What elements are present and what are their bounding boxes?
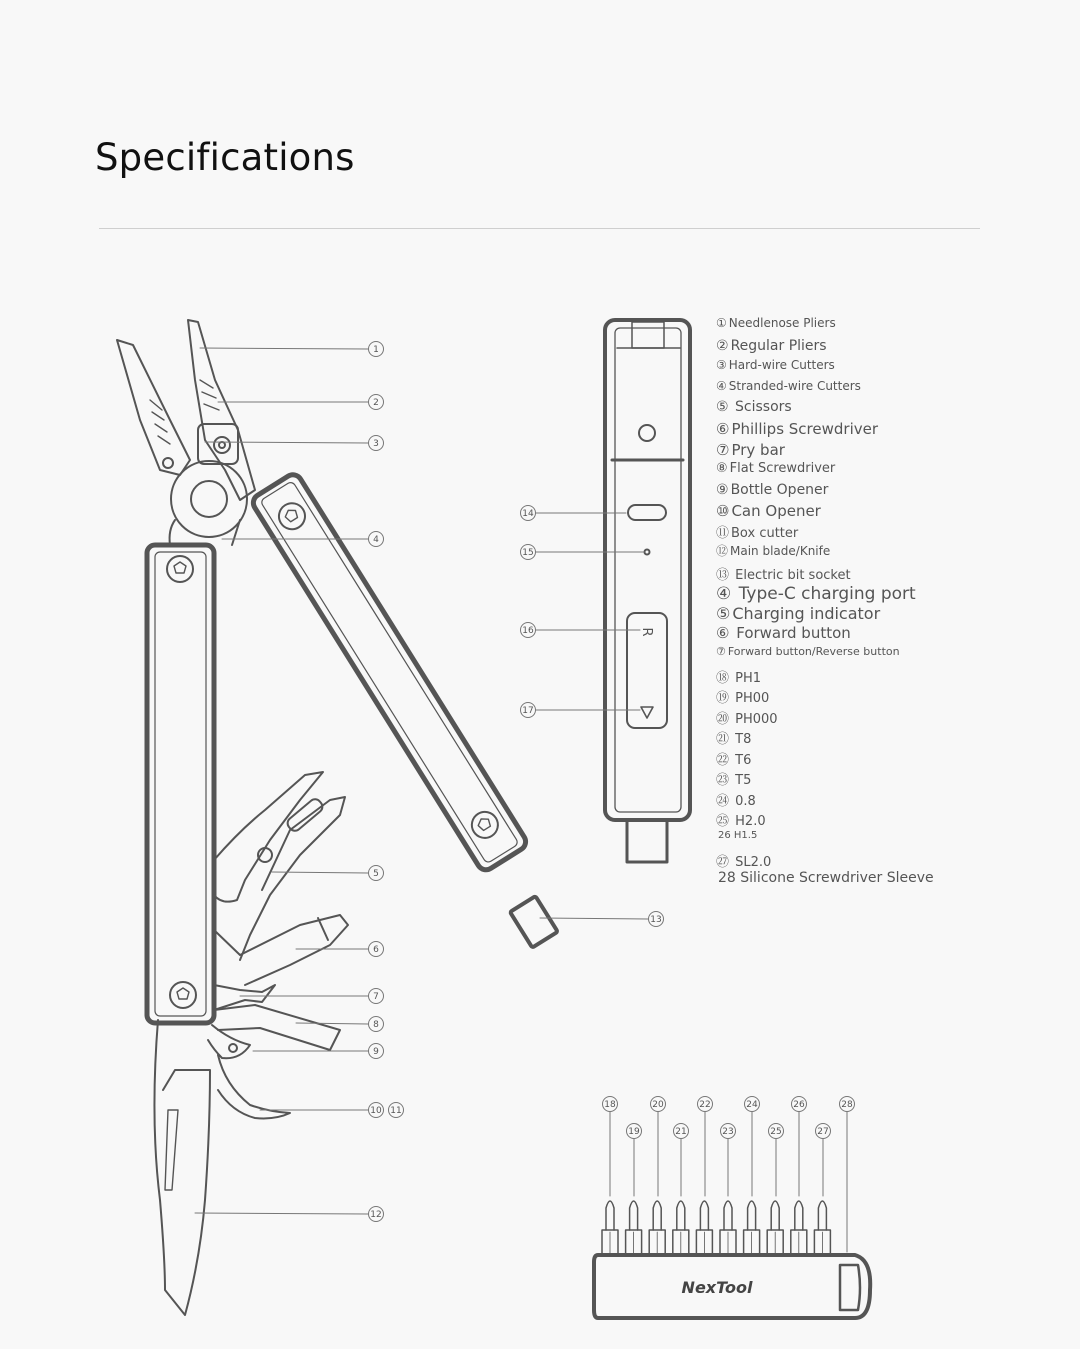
callout-number: 28: [841, 1100, 853, 1111]
legend-item-label: Main blade/Knife: [730, 544, 831, 558]
callout-number: 27: [817, 1127, 829, 1138]
callout-number: 2: [373, 398, 379, 409]
legend-item-number: ①: [716, 316, 727, 330]
legend-item: [716, 830, 757, 841]
legend-item-number: ⑧: [716, 461, 728, 476]
callout-number: 13: [650, 915, 662, 926]
legend-item-number: ㉒: [716, 753, 730, 768]
legend-item-number: ㉕: [716, 814, 730, 829]
legend-item-number: ⑱: [716, 671, 730, 686]
callout-number: 1: [373, 345, 379, 356]
callout-bit: [840, 1097, 855, 1112]
legend-item: [716, 522, 798, 541]
callout-number: 18: [604, 1100, 616, 1111]
legend-item: [716, 667, 761, 686]
callout-number: 26: [793, 1100, 805, 1111]
callout-bit: [745, 1097, 760, 1112]
legend-item-label: Electric bit socket: [731, 568, 851, 583]
callout-number: 16: [522, 626, 534, 637]
legend-item-label: PH00: [731, 691, 770, 706]
legend-item: [716, 870, 934, 886]
callout-multitool: [369, 1103, 384, 1118]
callout-driver: [521, 703, 536, 718]
legend-item-label: Needlenose Pliers: [728, 316, 836, 330]
legend-item-label: Forward button/Reverse button: [727, 645, 900, 658]
electric-screwdriver-drawing: [605, 320, 690, 862]
callout-multitool: [369, 1044, 384, 1059]
callout-bit: [792, 1097, 807, 1112]
callout-bit: [816, 1124, 831, 1139]
legend-item-label: Phillips Screwdriver: [731, 420, 879, 438]
bit-case-drawing: [594, 1201, 870, 1318]
callout-driver: [521, 623, 536, 638]
callout-multitool: [389, 1103, 404, 1118]
callout-number: 20: [652, 1100, 664, 1111]
screwdriver-bit: [673, 1201, 689, 1255]
callout-number: 19: [628, 1127, 640, 1138]
callout-number: 9: [373, 1047, 379, 1058]
legend-item-number: ⑪: [716, 526, 730, 541]
callout-multitool: [369, 1017, 384, 1032]
legend-item: [716, 749, 751, 768]
legend-item-number: ㉑: [716, 732, 730, 747]
case-brand-logo: NexTool: [681, 1278, 753, 1297]
legend-item-number: ④: [716, 584, 732, 604]
legend-item-label: Forward button: [731, 624, 851, 642]
legend-item-number: ②: [716, 338, 729, 354]
callout-number: 6: [373, 945, 379, 956]
callout-bit: [674, 1124, 689, 1139]
legend-item: [716, 316, 836, 330]
callout-number: 25: [770, 1127, 782, 1138]
legend-item-number: ⑬: [716, 568, 730, 583]
legend-item: [716, 461, 835, 476]
legend-item-number: ㉓: [716, 773, 730, 788]
legend-item: [716, 379, 861, 393]
callout-number: 17: [522, 706, 534, 717]
callout-number: 10: [370, 1106, 382, 1117]
screwdriver-bit: [791, 1201, 807, 1255]
callout-multitool: [369, 342, 384, 357]
legend-item: [716, 624, 851, 642]
legend-item-number: ⑥: [716, 420, 730, 438]
reverse-button-letter: R: [639, 627, 654, 637]
legend-item-label: SL2.0: [731, 855, 772, 870]
callout-number: 7: [373, 992, 379, 1003]
legend-item-number: ④: [716, 379, 727, 393]
legend-item-label: Bottle Opener: [730, 482, 829, 498]
legend-item-label: PH000: [731, 712, 778, 727]
legend-item-label: Can Opener: [731, 502, 821, 520]
screwdriver-bit: [767, 1201, 783, 1255]
callout-bit: [603, 1097, 618, 1112]
legend-item: [716, 687, 769, 706]
legend-item-label: Pry bar: [731, 441, 785, 459]
legend-item: [716, 708, 778, 727]
legend-item-label: PH1: [731, 671, 762, 686]
legend-item-label: T5: [731, 773, 752, 788]
legend-item-number: ⑤: [716, 399, 729, 415]
legend-item-label: 28 Silicone Screwdriver Sleeve: [718, 870, 934, 886]
legend-item: [716, 810, 766, 829]
legend-item-label: Hard-wire Cutters: [728, 358, 835, 372]
multitool-drawing: [117, 320, 558, 1315]
legend-item: [716, 645, 900, 658]
callout-number: 23: [722, 1127, 734, 1138]
legend-item-number: ㉔: [716, 794, 730, 809]
legend-item: [716, 420, 878, 438]
callout-multitool: [369, 942, 384, 957]
legend-item: [716, 584, 916, 604]
legend-item: [716, 338, 827, 354]
legend-item-label: T6: [731, 753, 752, 768]
legend-item-number: ⑩: [716, 502, 730, 520]
legend-item: [716, 604, 880, 623]
callout-number: 3: [373, 439, 379, 450]
screwdriver-bit: [602, 1201, 618, 1255]
legend-item: [716, 564, 851, 583]
screwdriver-bit: [696, 1201, 712, 1255]
legend-item: [716, 542, 830, 559]
legend-item: [716, 851, 771, 870]
screwdriver-bit: [649, 1201, 665, 1255]
legend-item: [716, 769, 751, 788]
screwdriver-bit: [814, 1201, 830, 1255]
legend-item-number: ⑦: [716, 645, 726, 658]
legend-item-number: ㉗: [716, 855, 730, 870]
callout-bit: [651, 1097, 666, 1112]
legend-item-label: Flat Screwdriver: [729, 461, 836, 476]
legend-item-number: ⑦: [716, 441, 730, 459]
callout-multitool: [369, 395, 384, 410]
legend-item-label: Stranded-wire Cutters: [728, 379, 861, 393]
callout-number: 14: [522, 509, 534, 520]
legend-item: [716, 399, 792, 415]
callout-number: 24: [746, 1100, 758, 1111]
legend-item-number: ⑥: [716, 624, 730, 642]
bit-row: [602, 1201, 830, 1255]
callout-multitool: [369, 866, 384, 881]
callout-bit: [698, 1097, 713, 1112]
callout-multitool: [649, 912, 664, 927]
callout-multitool: [369, 532, 384, 547]
legend-item: [716, 358, 835, 372]
callout-number: 12: [370, 1210, 382, 1221]
legend-item-label: Charging indicator: [732, 604, 881, 623]
callout-number: 11: [390, 1106, 402, 1117]
page-title: Specifications: [95, 136, 355, 179]
legend-item: [716, 482, 828, 498]
legend-item-number: ③: [716, 358, 727, 372]
legend-item-label: T8: [731, 732, 752, 747]
callout-number: 22: [699, 1100, 711, 1111]
callout-number: 21: [675, 1127, 687, 1138]
legend-item-number: ⑳: [716, 712, 730, 727]
legend-item: [716, 502, 821, 520]
legend-item-label: H2.0: [731, 814, 766, 829]
callout-multitool: [369, 989, 384, 1004]
legend-item: [716, 790, 756, 809]
legend-item-label: 0.8: [731, 794, 756, 809]
callout-number: 8: [373, 1020, 379, 1031]
legend-item: [716, 441, 785, 459]
callout-multitool: [369, 1207, 384, 1222]
legend-item-label: Scissors: [730, 399, 792, 415]
callout-bit: [627, 1124, 642, 1139]
legend-item-label: Type-C charging port: [733, 584, 916, 604]
callout-driver: [521, 545, 536, 560]
screwdriver-bit: [720, 1201, 736, 1255]
legend-item: [716, 728, 751, 747]
screwdriver-bit: [626, 1201, 642, 1255]
legend-item-label: 26 H1.5: [718, 830, 758, 841]
legend-item-number: ⑤: [716, 604, 731, 623]
callout-bit: [769, 1124, 784, 1139]
legend-item-label: Regular Pliers: [730, 338, 827, 354]
callout-number: 15: [522, 548, 534, 559]
legend-item-number: ⑫: [716, 544, 729, 558]
callout-number: 5: [373, 869, 379, 880]
callout-bit: [721, 1124, 736, 1139]
legend-item-number: ⑨: [716, 482, 729, 498]
legend-item-number: ⑲: [716, 691, 730, 706]
screwdriver-bit: [744, 1201, 760, 1255]
callout-driver: [521, 506, 536, 521]
legend-item-label: Box cutter: [731, 526, 799, 541]
callout-number: 4: [373, 535, 379, 546]
callout-multitool: [369, 436, 384, 451]
